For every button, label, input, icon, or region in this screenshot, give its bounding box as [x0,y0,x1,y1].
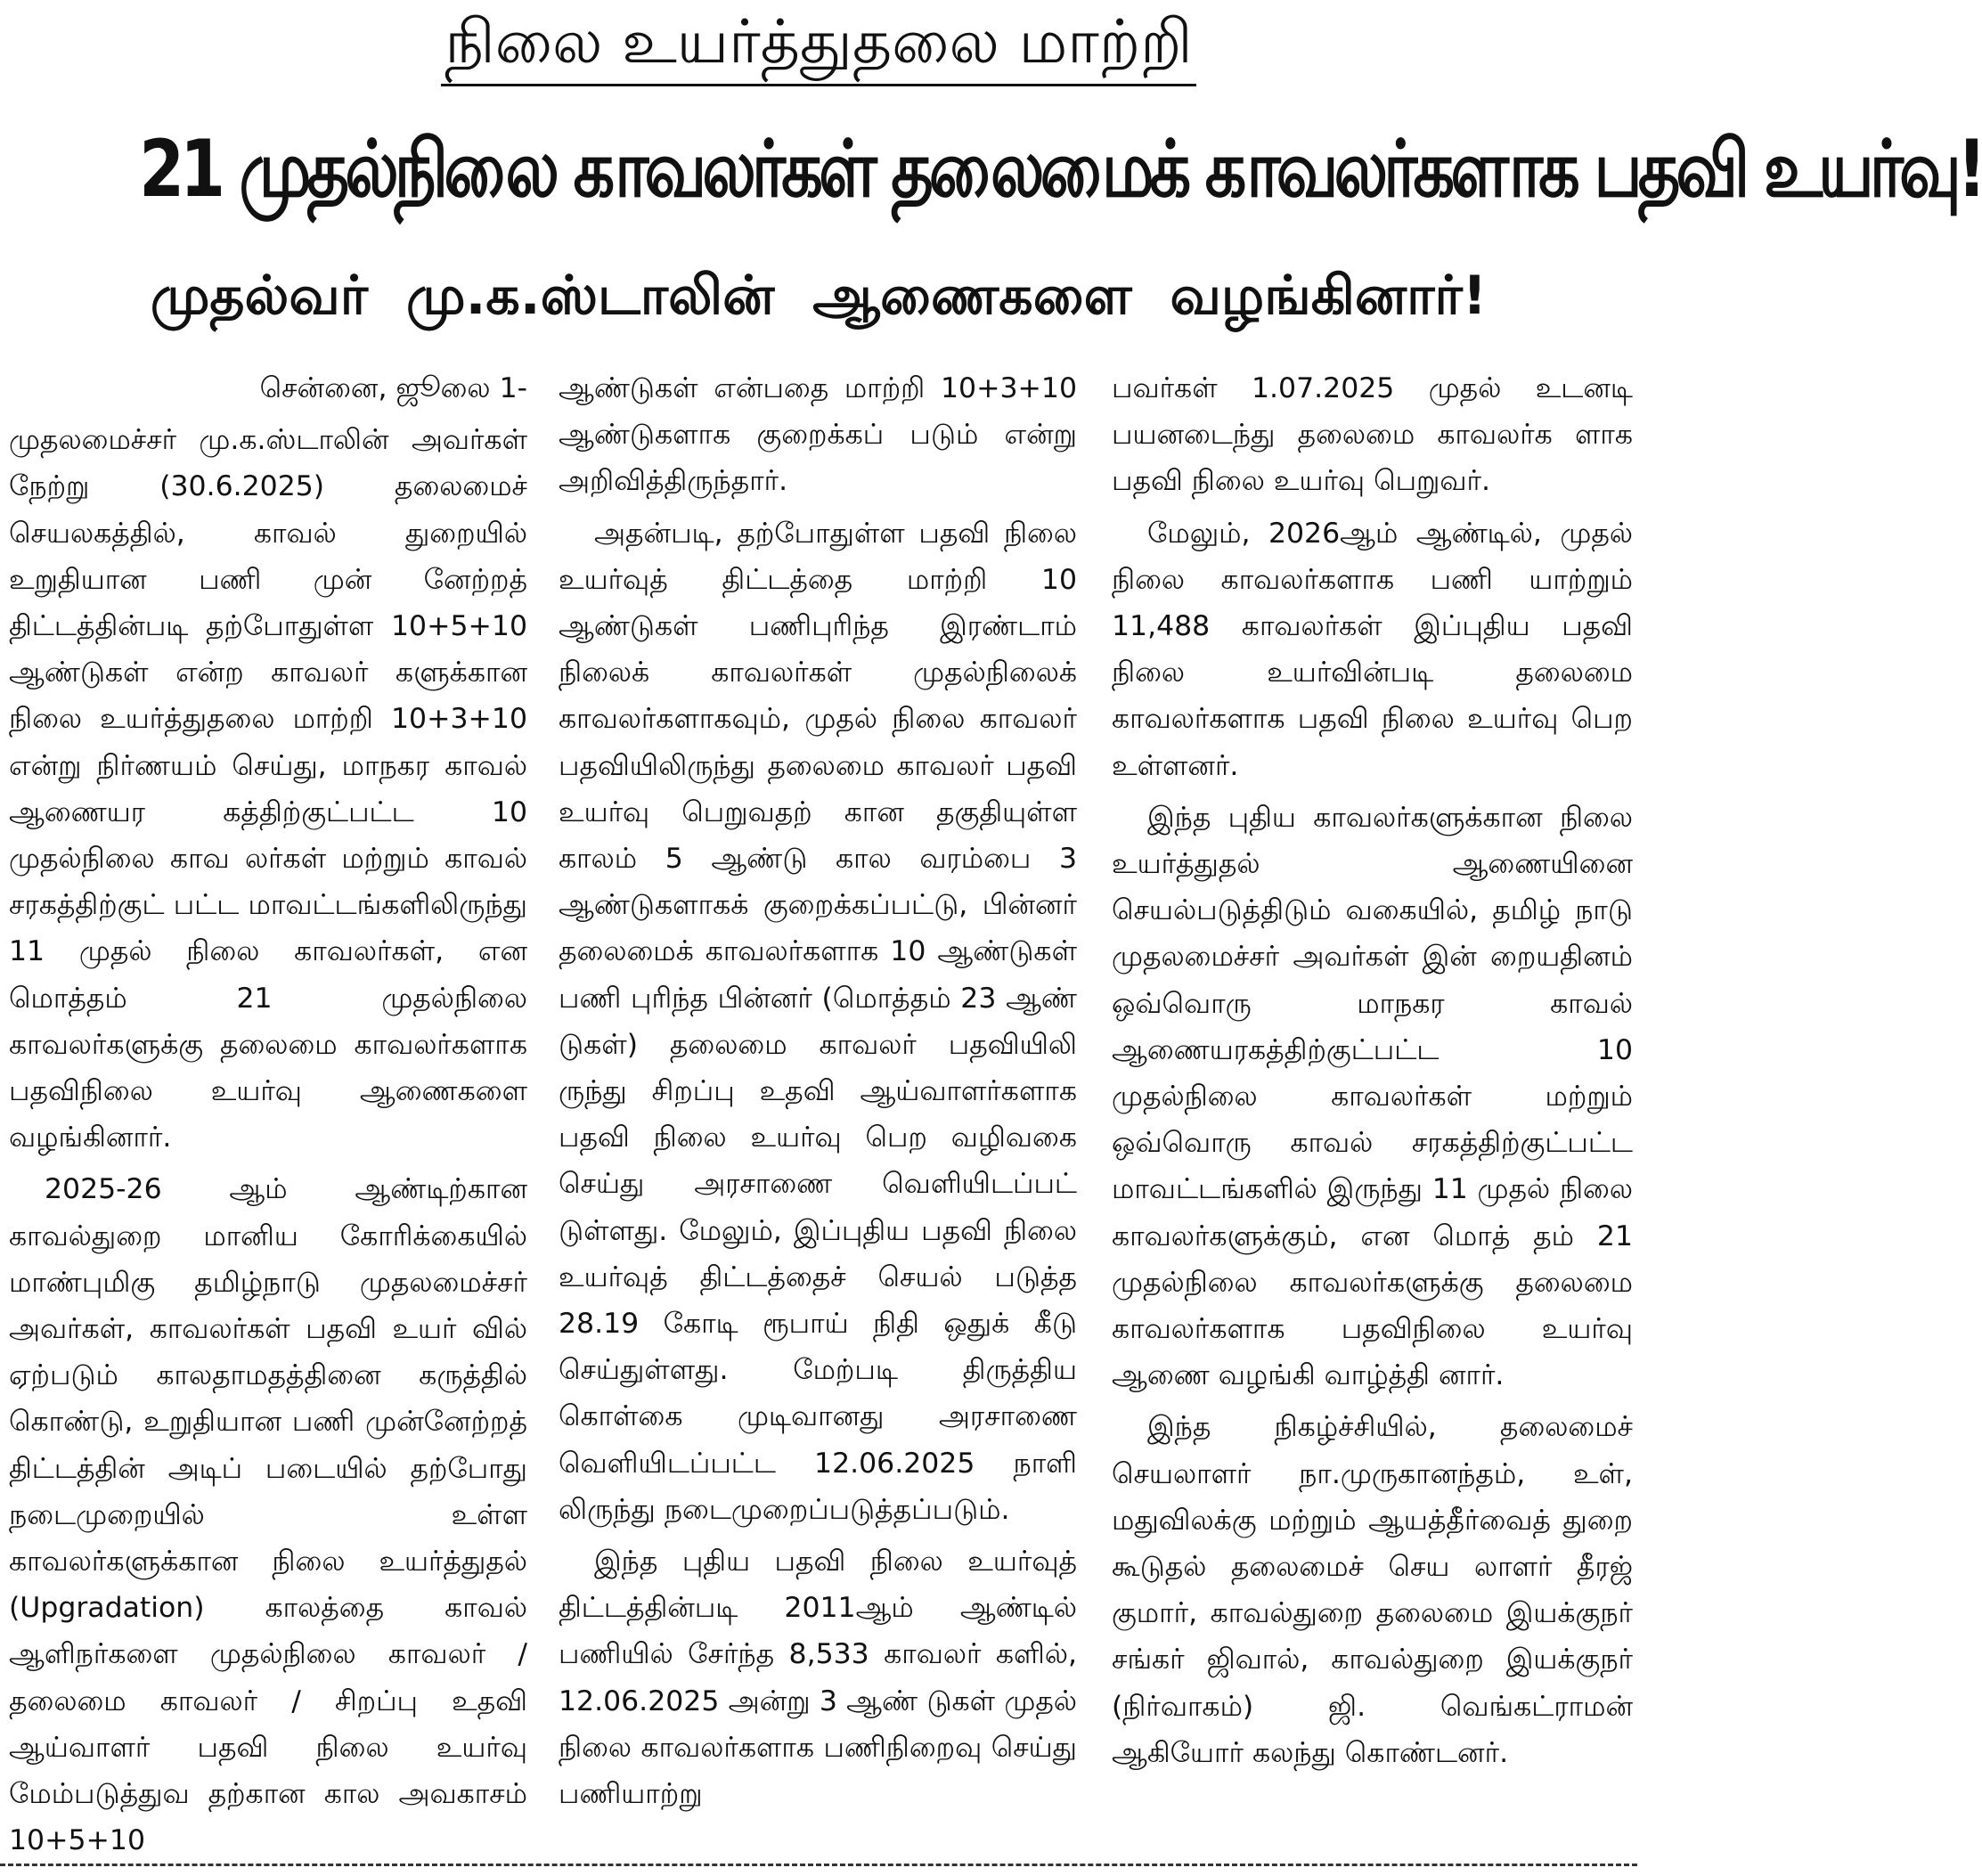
paragraph: இந்த நிகழ்ச்சியில், தலைமைச் செயலாளர் நா.முருகானந்தம், உள், மதுவிலக்கு மற்றும் ஆயத்தீர்வைத் துறை கூடுதல் தலைமைச் செய லாளர் தீரஜ் குமார், காவல்துறை தலைமை இயக்குநர் சங்கர் ஜிவால், காவல்துறை இயக்குநர் (நிர்வாகம்) ஜி. வெங்கட்ராமன் ஆகியோர் கலந்து கொண்டனர். [1112,1411,1633,1769]
paragraph: இந்த புதிய காவலர்களுக்கான நிலை உயர்த்துதல் ஆணையினை செயல்படுத்திடும் வகையில், தமிழ் நாடு முதலமைச்சர் அவர்கள் இன் றையதினம் ஒவ்வொரு மாநகர காவல் ஆணையரகத்திற்குட்பட்ட 10 முதல்நிலை காவலர்கள் மற்றும் ஒவ்வொரு காவல் சரகத்திற்குட்பட்ட மாவட்டங்களில் இருந்து 11 முதல் நிலை காவலர்களுக்கும், என மொத் தம் 21 முதல்நிலை காவலர்களுக்கு தலைமை காவலர்களாக பதவிநிலை உயர்வு ஆணை வழங்கி வாழ்த்தி னார். [1112,801,1633,1392]
paragraph: முதலமைச்சர் மு.க.ஸ்டாலின் அவர்கள் நேற்று (30.6.2025) தலைமைச் செயலகத்தில், காவல் துறையில் உறுதியான பணி முன் னேற்றத் திட்டத்தின்படி தற்போதுள்ள 10+5+10 ஆண்டுகள் என்ற காவலர் களுக்கான நிலை உயர்த்துதலை மாற்றி 10+3+10 என்று நிர்ணயம் செய்து, மாநகர காவல் ஆணையர கத்திற்குட்பட்ட 10 முதல்நிலை காவ லர்கள் மற்றும் காவல் சரகத்திற்குட் பட்ட மாவட்டங்களிலிருந்து 11 முதல் நிலை காவலர்கள், என மொத்தம் 21 முதல்நிலை காவலர்களுக்கு தலைமை காவலர்களாக பதவிநிலை உயர்வு ஆணைகளை வழங்கினார். [9,424,527,1154]
article-column-1 [9,365,527,1857]
paragraph: ஆண்டுகள் என்பதை மாற்றி 10+3+10 ஆண்டுகளாக குறைக்கப் படும் என்று அறிவித்திருந்தார். [559,372,1077,498]
paragraph: அதன்படி, தற்போதுள்ள பதவி நிலை உயர்வுத் திட்டத்தை மாற்றி 10 ஆண்டுகள் பணிபுரிந்த இரண்டாம் நிலைக் காவலர்கள் முதல்நிலைக் காவலர்களாகவும், முதல் நிலை காவலர் பதவியிலிருந்து தலைமை காவலர் பதவி உயர்வு பெறுவதற் கான தகுதியுள்ள காலம் 5 ஆண்டு கால வரம்பை 3 ஆண்டுகளாகக் குறைக்கப்பட்டு, பின்னர் தலைமைக் காவலர்களாக 10 ஆண்டுகள் பணி புரிந்த பின்னர் (மொத்தம் 23 ஆண் டுகள்) தலைமை காவலர் பதவியிலி ருந்து சிறப்பு உதவி ஆய்வாளர்களாக பதவி நிலை உயர்வு பெற வழிவகை செய்து அரசாணை வெளியிடப்பட் டுள்ளது. மேலும், இப்புதிய பதவி நிலை உயர்வுத் திட்டத்தைச் செயல் படுத்த 28.19 கோடி ரூபாய் நிதி ஒதுக் கீடு செய்துள்ளது. மேற்படி திருத்திய கொள்கை முடிவானது அரசாணை வெளியிடப்பட்ட 12.06.2025 நாளி லிருந்து நடைமுறைப்படுத்தப்படும். [559,517,1077,1526]
headline: 21 முதல்நிலை காவலர்கள் தலைமைக் காவலர்களாக பதவி உயர்வு! [139,123,1982,215]
paragraph: 2025-26 ஆம் ஆண்டிற்கான காவல்துறை மானிய கோரிக்கையில் மாண்புமிகு தமிழ்நாடு முதலமைச்சர் அவர்கள், காவலர்கள் பதவி உயர் வில் ஏற்படும் காலதாமதத்தினை கருத்தில் கொண்டு, உறுதியான பணி முன்னேற்றத் திட்டத்தின் அடிப் படையில் தற்போது நடைமுறையில் உள்ள காவலர்களுக்கான நிலை உயர்த்துதல் (Upgradation) காலத்தை காவல் ஆளிநர்களை முதல்நிலை காவலர் / தலைமை காவலர் / சிறப்பு உதவி ஆய்வாளர் பதவி நிலை உயர்வு மேம்படுத்துவ தற்கான கால அவகாசம் 10+5+10 [9,1173,527,1857]
kicker-heading: நிலை உயர்த்துதலை மாற்றி [0,4,1637,86]
paragraph: பவர்கள் 1.07.2025 முதல் உடனடி பயனடைந்து தலைமை காவலர்க ளாக பதவி நிலை உயர்வு பெறுவர். [1112,372,1633,498]
subheadline: முதல்வர் மு.க.ஸ்டாலின் ஆணைகளை வழங்கினார்! [150,265,1488,327]
paragraph: இந்த புதிய பதவி நிலை உயர்வுத் திட்டத்தின்படி 2011ஆம் ஆண்டில் பணியில் சேர்ந்த 8,533 காவலர் களில், 12.06.2025 அன்று 3 ஆண் டுகள் முதல் நிலை காவலர்களாக பணிநிறைவு செய்து பணியாற்று [559,1546,1077,1811]
dashed-divider [0,1864,1637,1866]
article-column-2 [559,365,1077,1848]
paragraph: மேலும், 2026ஆம் ஆண்டில், முதல் நிலை காவலர்களாக பணி யாற்றும் 11,488 காவலர்கள் இப்புதிய பதவி நிலை உயர்வின்படி தலைமை காவலர்களாக பதவி நிலை உயர்வு பெற உள்ளனர். [1112,517,1633,782]
article-column-3 [1112,365,1633,1848]
dateline: சென்னை, ஜூலை 1- [259,372,527,404]
